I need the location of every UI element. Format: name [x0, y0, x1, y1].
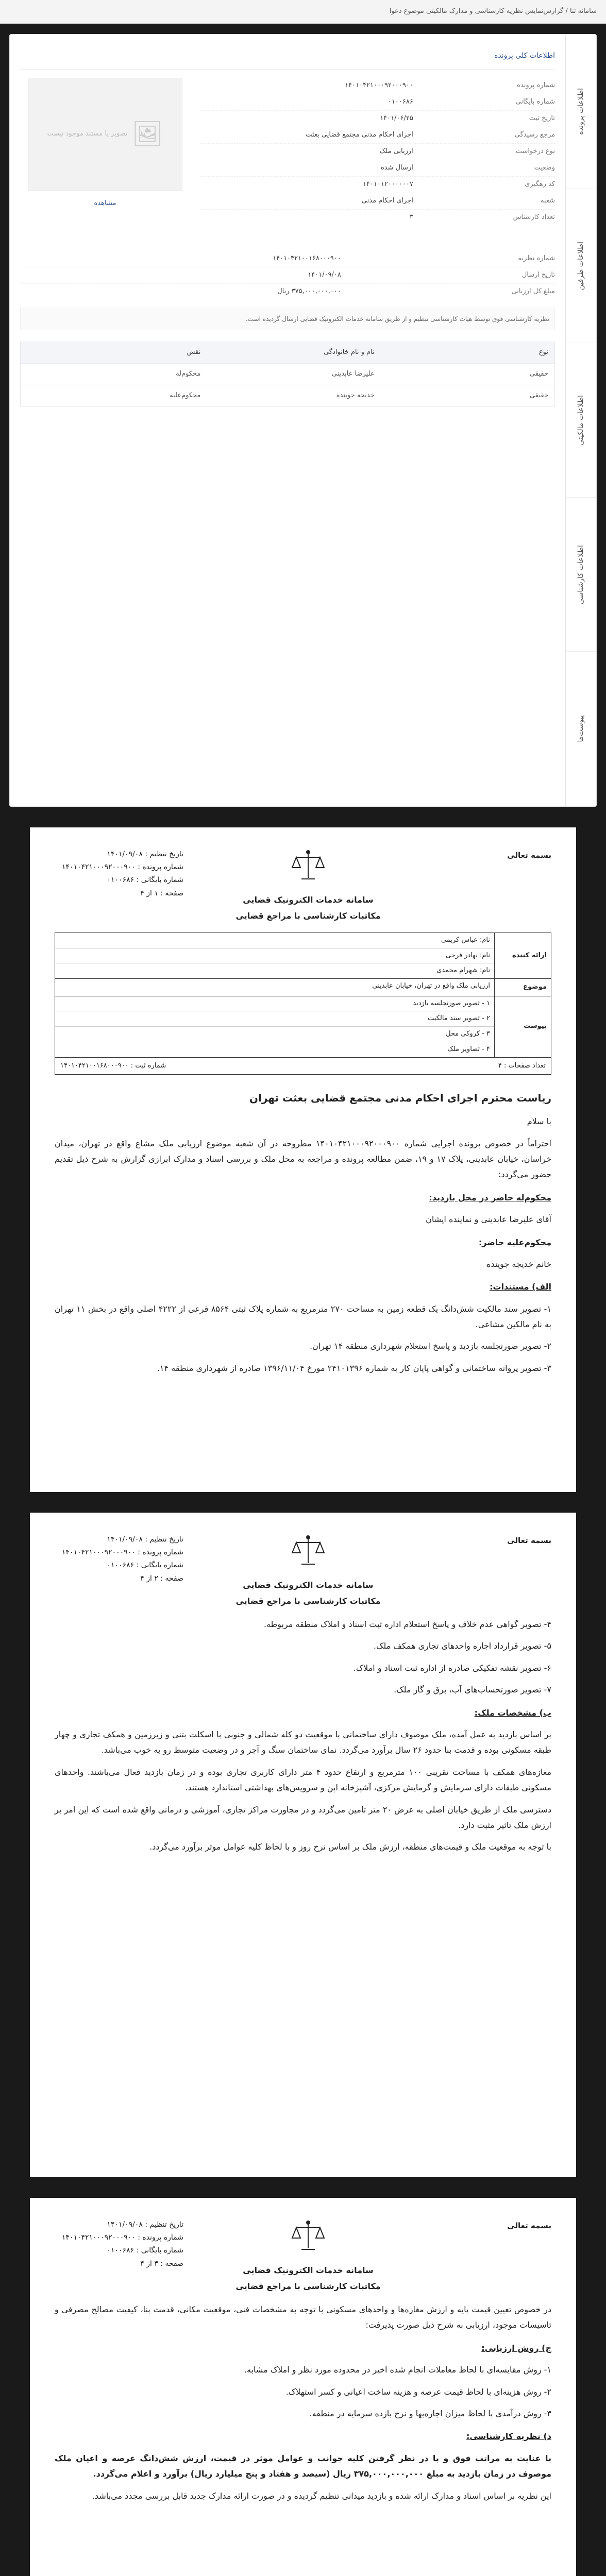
parties-table	[20, 342, 555, 406]
paragraph: ۳- روش درآمدی با لحاظ میزان اجاره‌بها و نرخ بازده سرمایه در منطقه.	[309, 2408, 551, 2418]
view-photo-link[interactable]: مشاهده	[94, 199, 116, 207]
paragraph: بر اساس بازدید به عمل آمده، ملک موصوف دارای ساختمانی با موقعیت دو کله شمالی و جنوبی با اسکلت بتنی و زیرزمین و همکف تجاری و چهار طبقه مسکونی بوده و قدمت بنا حدود ۲۶ سال برآورد می‌گردد. نمای ساختمان سنگ و آجر و در وضعیت متوسط رو به خوب می‌باشد.	[55, 1729, 551, 1755]
meta-row: تاریخ ارسال ۱۴۰۱/۰۹/۰۸	[20, 267, 555, 284]
header-row: ارائه کننده نام: عباس کریمی نام: بهادر فرجی نام: شهرام محمدی	[55, 933, 551, 978]
meta-row: مبلغ کل ارزیابی ۳۷۵,۰۰۰,۰۰۰,۰۰۰ ریال	[20, 284, 555, 300]
judiciary-emblem-icon	[290, 1533, 326, 1569]
header-row: موضوع ارزیابی ملک واقع در تهران، خیابان عابدینی	[55, 978, 551, 996]
top-bar	[0, 0, 606, 24]
subheading: الف) مستندات:	[490, 1282, 551, 1292]
photo-panel	[20, 78, 190, 240]
meta-block	[20, 251, 555, 331]
case-row: شعبه اجرای احکام مدنی	[200, 193, 555, 210]
table-row: حقیقی علیرضا عابدینی محکوم‌له	[21, 363, 554, 385]
document-title: ریاست محترم اجرای احکام مدنی مجتمع قضایی بعثت تهران	[249, 1092, 551, 1105]
table-row: حقیقی خدیجه جوینده محکوم‌علیه	[21, 385, 554, 406]
paragraph: ۶- تصویر نقشه تفکیکی صادره از اداره ثبت اسناد و املاک.	[353, 1663, 551, 1673]
paragraph: احتراماً در خصوص پرونده اجرایی شماره ۱۴۰۱۰۴۲۱۰۰۰۹۲۰۰۰۹۰۰ مطروحه در آن شعبه موضوع ارزیابی ملک مشاع واقع در تهران، میدان خراسان، خیابان عابدینی، پلاک ۱۷ و ۱۹، ضمن مطالعه پرونده و مراجعه به محل ملک و بررسی اسناد و مدارک ابرازی گزارش به شرح ذیل تقدیم حضور می‌گردد:	[55, 1138, 552, 1180]
section-title: اطلاعات کلی پرونده	[20, 45, 555, 70]
card-body	[10, 35, 565, 806]
case-row: تعداد کارشناس ۳	[200, 210, 555, 226]
case-row: نوع درخواست ارزیابی ملک	[200, 144, 555, 160]
subheading: محکوم‌له حاضر در محل بازدید:	[429, 1192, 551, 1202]
meta-row: شماره نظریه ۱۴۰۱۰۴۲۱۰۰۱۶۸۰۰۰۹۰۰	[20, 251, 555, 267]
paragraph: در خصوص تعیین قیمت پایه و ارزش مغازه‌ها و واحدهای مسکونی با توجه به مشخصات فنی، موقعیت مکانی، قدمت بنا، کیفیت مصالح مصرفی و تاسیسات موجود، ارزیابی به شرح ذیل صورت پذیرفت:	[55, 2304, 551, 2330]
case-row: شماره پرونده ۱۴۰۱۰۴۲۱۰۰۰۹۲۰۰۰۹۰۰	[200, 78, 555, 94]
header-table	[55, 933, 551, 1075]
case-row: مرجع رسیدگی اجرای احکام مدنی مجتمع قضایی بعثت	[200, 127, 555, 144]
paragraph: ۳- تصویر پروانه ساختمانی و گواهی پایان کار به شماره ۲۴۱۰۱۳۹۶ مورخ ۱۳۹۶/۱۱/۰۴ صادره از شهرداری منطقه ۱۴.	[157, 1363, 551, 1373]
greeting: با سلام	[527, 1116, 551, 1127]
paragraph: دسترسی ملک از طریق خیابان اصلی به عرض ۲۰ متر تامین می‌گردد و در مجاورت مراکز تجاری، آموزشی و درمانی واقع شده است که این امر بر ارزش ملک تاثیر مثبت دارد.	[55, 1804, 551, 1830]
case-card	[9, 34, 597, 807]
tab-ownership[interactable]: اطلاعات مالکیتی	[566, 343, 596, 498]
tab-expert[interactable]: اطلاعات کارشناسی	[566, 498, 596, 652]
case-row: شماره بایگانی ۰۱۰۰۶۸۶	[200, 94, 555, 111]
paragraph: ۱- تصویر سند مالکیت شش‌دانگ یک قطعه زمین به مساحت ۲۷۰ مترمربع به شماره پلاک ثبتی ۸۵۶۴ فرعی از ۴۲۲۲ اصلی واقع در بخش ۱۱ تهران به نام مالکین مشاعی.	[55, 1303, 552, 1330]
case-rows	[200, 78, 555, 240]
org-block: سامانه خدمات الکترونیک قضایی مکاتبات کارشناسی با مراجع قضایی	[205, 848, 411, 924]
judiciary-emblem-icon	[290, 848, 326, 884]
case-row: تاریخ ثبت ۱۴۰۱/۰۶/۲۵	[200, 111, 555, 127]
paragraph: ۲- تصویر صورتجلسه بازدید و پاسخ استعلام شهرداری منطقه ۱۴ تهران.	[309, 1341, 551, 1351]
subheading: د) نظریه کارشناسی:	[466, 2431, 551, 2442]
paragraph: ۱- روش مقایسه‌ای با لحاظ معاملات انجام شده اخیر در محدوده مورد نظر و املاک مشابه.	[244, 2365, 551, 2375]
tab-case-info[interactable]: اطلاعات پرونده	[566, 35, 596, 189]
image-placeholder-icon: 🖼	[131, 120, 163, 148]
paragraph: با عنایت به مراتب فوق و با در نظر گرفتن کلیه جوانب و عوامل موثر در قیمت، ارزش شش‌دانگ عرصه و اعیان ملک موصوف در زمان بازدید به مبلغ ۳۷۵,۰۰۰,۰۰۰,۰۰۰ ریال (سیصد و هفتاد و پنج میلیارد ریال) برآورد و اعلام می‌گردد.	[55, 2453, 551, 2479]
meta-note: نظریه کارشناسی فوق توسط هیات کارشناسی تنظیم و از طریق سامانه خدمات الکترونیک قضایی ارسال گردیده است.	[20, 308, 555, 331]
judiciary-emblem-icon	[290, 2218, 326, 2255]
tab-parties[interactable]: اطلاعات طرفین	[566, 189, 596, 344]
table-header: نوع نام و نام خانوادگی نقش	[21, 342, 554, 363]
subheading: ب) مشخصات ملک:	[474, 1707, 551, 1718]
document-page-3	[30, 2198, 576, 2576]
paragraph: این نظریه بر اساس اسناد و مدارک ارائه شده و بازدید میدانی تنظیم گردیده و در صورت ارائه مدارک جدید قابل بررسی مجدد می‌باشد.	[92, 2490, 551, 2501]
letter-meta: تاریخ تنظیم : ۱۴۰۱/۰۹/۰۸ شماره پرونده : ۱۴۰۱۰۴۲۱۰۰۰۹۲۰۰۰۹۰۰ شماره بایگانی : ۰۱۰۰۶۸۶ صفحه : ۱ از ۴	[61, 850, 183, 897]
vertical-tabs	[565, 35, 596, 806]
paragraph: ۴- تصویر گواهی عدم خلاف و پاسخ استعلام اداره ثبت اسناد و املاک منطقه مربوطه.	[263, 1619, 551, 1629]
header-row: پیوست ۱ - تصویر صورتجلسه بازدید ۲ - تصویر سند مالکیت ۳ - کروکی محل ۴ - تصاویر ملک	[55, 996, 551, 1057]
paragraph: ۲- روش هزینه‌ای با لحاظ قیمت عرصه و هزینه ساخت اعیانی و کسر استهلاک.	[285, 2386, 551, 2397]
photo-placeholder: 🖼 تصویر یا مستند موجود نیست	[28, 78, 182, 191]
case-row: وضعیت ارسال شده	[200, 160, 555, 177]
paragraph: آقای علیرضا عابدینی و نماینده ایشان	[426, 1214, 551, 1225]
breadcrumb[interactable]: سامانه ثنا / گزارش	[543, 7, 597, 15]
case-grid	[20, 70, 555, 240]
paragraph: مغازه‌های همکف با مساحت تقریبی ۱۰۰ مترمربع و ارتفاع حدود ۴ متر دارای کاربری تجاری بوده و در زمان بازدید فعال می‌باشند. واحدهای مسکونی طبقات دارای سرمایش و گرمایش مرکزی، آشپزخانه اپن و سرویس‌های بهداشتی استاندارد هستند.	[55, 1767, 552, 1793]
paragraph: ۵- تصویر قرارداد اجاره واحدهای تجاری همکف ملک.	[373, 1641, 551, 1651]
header-foot: تعداد صفحات : ۴ شماره ثبت : ۱۴۰۱۰۴۲۱۰۰۱۶۸۰۰۰۹۰۰	[55, 1057, 551, 1075]
document-page-2	[30, 1513, 576, 2177]
subheading: محکوم‌علیه حاضر:	[478, 1237, 551, 1247]
tab-attachments[interactable]: پیوست‌ها	[566, 652, 596, 806]
paragraph: ۷- تصویر صورتحساب‌های آب، برق و گاز ملک.	[394, 1685, 551, 1695]
letterhead: بسمه تعالی سامانه خدمات الکترونیک قضایی مکاتبات کارشناسی با مراجع قضایی تاریخ تنظیم : ۱۴۰۱/۰۹/۰۸ شماره پرونده : ۱۴۰۱۰۴۲۱۰۰۰۹۲۰۰۰۹۰۰ شماره بایگانی : ۰۱۰۰۶۸۶ صفحه : ۳ از ۴	[55, 2218, 551, 2296]
paragraph: خانم خدیجه جوینده	[486, 1259, 551, 1269]
letterhead: بسمه تعالی سامانه خدمات الکترونیک قضایی مکاتبات کارشناسی با مراجع قضایی تاریخ تنظیم : ۱۴۰۱/۰۹/۰۸ شماره پرونده : ۱۴۰۱۰۴۲۱۰۰۰۹۲۰۰۰۹۰۰ شماره بایگانی : ۰۱۰۰۶۸۶ صفحه : ۲ از ۴	[55, 1533, 551, 1611]
basmala: بسمه تعالی	[507, 851, 551, 860]
case-row: کد رهگیری ۱۴۰۱۰۱۲۰۰۰۰۰۰۷	[200, 177, 555, 193]
paragraph: با توجه به موقعیت ملک و قیمت‌های منطقه، ارزش ملک بر اساس نرخ روز و با لحاظ کلیه عوامل موثر برآورد می‌گردد.	[149, 1842, 551, 1852]
letterhead	[55, 848, 551, 925]
document-page-1	[30, 827, 576, 1492]
subheading: ج) روش ارزیابی:	[481, 2343, 551, 2353]
page-title: نمایش نظریه کارشناسی و مدارک مالکیتی موضوع دعوا	[389, 7, 544, 15]
